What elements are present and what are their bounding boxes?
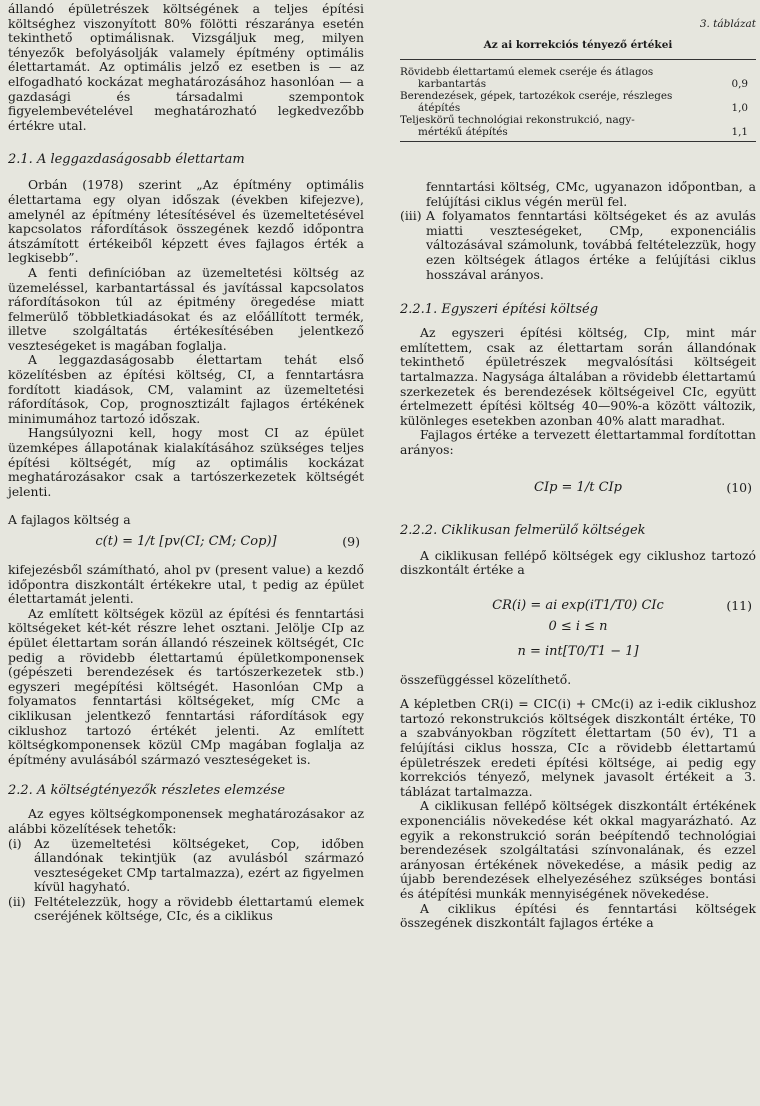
paragraph-specific-cost: A fajlagos költség a	[8, 512, 131, 528]
intro-paragraph: állandó épületrészek költségének a teljes építési költséghez viszonyított 80% fölötti részaránya esetén tekinthető optimálisnak. Vizsgáljuk meg, milyen tényezők befolyásolják valamely építmény optimális élettartamát. Az optimális jelző ez esetben is — az elfogadható kockázat meghatározásához hasonlóan — a gazdasági és társadalmi szempontok figyelembevételével meghatározható legkedvezőbb értékre utal.	[8, 1, 364, 133]
paragraph-one-time-cost: Az egyszeri építési költség, CIp, mint már említettem, csak az élettartam során állandónak tekinthető épületrészek megvalósítási költségeit tartalmazza. Nagysága általában a rövidebb élettartamú szerkezetek és berendezések költségeivel CIc, együtt értelmezett építési költség 40—90%-a között változik, különleges esetekben azonban 40% alatt maradhat.	[400, 325, 756, 428]
table-label: 3. táblázat	[699, 18, 756, 30]
list-text-i: Az üzemeltetési költségeket, Cop, időben állandónak tekintjük (az avulásból származó veszteségeket CMp tartalmazza), ezért az figyelmen kívül hagyható.	[34, 835, 364, 895]
list-text-iii: A folyamatos fenntartási költségeket és az avulás miatti veszteségeket, CMp, exponenciális változásával számolunk, továbbá feltételezzük, hogy ezen költségek átlagos értéke a felújítási ciklus hosszával arányos.	[426, 208, 756, 282]
paragraph-cyclic-sum: A ciklikus építési és fenntartási költségek összegének diszkontált fajlagos értéke a	[400, 900, 756, 931]
equation-10	[400, 480, 756, 495]
paragraph-approximations: Az egyes költségkomponensek meghatározásakor az alábbi közelítések tehetők:	[8, 806, 364, 836]
equation-10-number: (10)	[726, 479, 752, 495]
continued-list-text: fenntartási költség, CMc, ugyanazon időpontban, a felújítási ciklus végén merül fel.	[426, 179, 756, 209]
table-cell-desc: Rövidebb élettartamú elemek cseréje és átlagos	[400, 66, 654, 78]
paragraph-emphasis: Hangsúlyozni kell, hogy most CI az épület üzemképes állapotának kialakításához szükséges teljes építési költségét, míg az optimális kockázat meghatározásakor csak a tartószerkezetek költségét jelenti.	[8, 425, 364, 499]
paragraph-formula-explain: A képletben CR(i) = CIC(i) + CMc(i) az i-edik ciklushoz tartozó rekonstrukciós költségek diszkontált értéke, T0 a szabványokban rögzített élettartam (50 év), T1 a felújítási ciklus hossza, CIc a rövidebb élettartamú épületrészek eredeti építési költsége, ai pedig egy korrekciós tényező, melynek javasolt értékeit a 3. táblázat tartalmazza.	[400, 696, 756, 799]
list-label-i: (i)	[8, 835, 22, 851]
table-row	[400, 66, 756, 78]
table-row	[400, 114, 756, 126]
heading-2-2-1: 2.2.1. Egyszeri építési költség	[400, 302, 599, 318]
paragraph-cost-split: Az említett költségek közül az építési és fenntartási költségeket két-két részre lehet osztani. Jelölje CIp az épület élettartam során állandó részeinek költségét, CIc pedig a rövidebb élettartamú épületkomponensek (gépészeti berendezések és tartószerkezetek stb.) egyszeri megépítési költségét. Hasonlóan CMp a folyamatos fenntartási költségeket, míg CMc a ciklikusan jelentkező fenntartási ráfordítások egy ciklushoz tartozó értékét jelenti. Az említett költségkomponensek közül CMp magában foglalja az építmény avulásából származó veszteségeket is.	[8, 605, 364, 767]
paragraph-optimal-life: Orbán (1978) szerint „Az építmény optimális élettartama egy olyan időszak (években kifejezve), amelynél az építmény létesítésével és üzemeltetésével kapcsolatos ráfordítások összegének kezdő időpontra átszámított értékeiből képzett éves fajlagos érték a legkisebb”.	[8, 177, 364, 266]
list-item-iii	[400, 209, 756, 282]
table-cell-value: 0,9	[731, 78, 748, 90]
table-cell-desc: Teljeskörű technológiai rekonstrukció, nagy-	[400, 114, 635, 126]
table-title: Az ai korrekciós tényező értékei	[483, 38, 673, 51]
heading-2-1: 2.1. A leggazdaságosabb élettartam	[8, 152, 245, 168]
table-row-cont	[400, 126, 756, 138]
paragraph-economic-life: A leggazdaságosabb élettartam tehát első közelítésben az építési költség, CI, a fenntartásra fordított kiadások, CM, valamint az üzemeltetési ráfordítások, Cop, prognosztizált fajlagos értékének minimumához tartozó időszak.	[8, 352, 364, 426]
list-item-ii	[8, 895, 364, 924]
table-cell-desc-cont: karbantartás	[418, 78, 487, 90]
paragraph-definition: A fenti definícióban az üzemeltetési költség az üzemeléssel, karbantartással és javítással kapcsolatos ráfordításokon túl az épitmény öregedése miatt felmerülő többletkiadásokat és az előállított termék, illetve szolgáltatás értékesítésében jelentkező veszteségeket is magában foglalja.	[8, 264, 364, 353]
equation-11	[400, 598, 756, 613]
list-text-ii: Feltételezzük, hogy a rövidebb élettartamú elemek cseréjének költsége, CIc, és a ciklikus	[34, 893, 364, 924]
equation-11-range: 0 ≤ i ≤ n	[548, 618, 608, 634]
list-item-i	[8, 837, 364, 895]
left-column	[8, 0, 364, 924]
heading-2-2: 2.2. A költségtényezők részletes elemzése	[8, 783, 286, 799]
table-cell-desc-cont: átépítés	[418, 102, 461, 114]
equation-11-number: (11)	[726, 597, 752, 613]
table-cell-value: 1,0	[731, 102, 748, 114]
right-column	[400, 0, 756, 931]
equation-10-body: CIp = 1/t CIp	[534, 479, 622, 495]
equation-9-body: c(t) = 1/t [pv(CI; CM; Cop)]	[95, 534, 277, 549]
paragraph-cyclic-cost: A ciklikusan fellépő költségek egy ciklushoz tartozó diszkontált értéke a	[400, 547, 756, 578]
list-label-ii: (ii)	[8, 893, 26, 909]
equation-9	[8, 534, 364, 549]
equation-9-number: (9)	[342, 534, 360, 549]
table-row-cont	[400, 102, 756, 114]
table-cell-desc-cont: mértékű átépítés	[418, 126, 508, 138]
paragraph-approx: összefüggéssel közelíthető.	[400, 671, 572, 687]
paragraph-present-value: kifejezésből számítható, ahol pv (present value) a kezdő időpontra diszkontált értékekre utal, t pedig az épület élettartamát jelenti.	[8, 562, 364, 607]
equation-11-body: CR(i) = ai exp(iT1/T0) CIc	[492, 597, 664, 613]
table-row	[400, 90, 756, 102]
heading-2-2-2: 2.2.2. Ciklikusan felmerülő költségek	[400, 522, 646, 538]
paragraph-inverse-prop: Fajlagos értéke a tervezett élettartammal fordítottan arányos:	[400, 427, 756, 457]
list-label-iii: (iii)	[400, 208, 422, 224]
table-row-cont	[400, 78, 756, 90]
table-cell-desc: Berendezések, gépek, tartozékok cseréje, részleges	[400, 90, 673, 102]
correction-factor-table	[400, 66, 756, 138]
equation-11-n: n = int[T0/T1 − 1]	[517, 643, 639, 659]
paragraph-exponential: A ciklikusan fellépő költségek diszkontált értékének exponenciális növekedése két okkal magyarázható. Az egyik a rekonstrukció során beépítendő technológiai berendezések szolgáltatási színvonalának, és ezzel arányosan értékének növekedése, a másik pedig az újabb berendezések elhelyezéséhez szükséges bontási és átépítési munkák mennyiségének növekedése.	[400, 798, 756, 901]
table-cell-value: 1,1	[731, 126, 748, 138]
